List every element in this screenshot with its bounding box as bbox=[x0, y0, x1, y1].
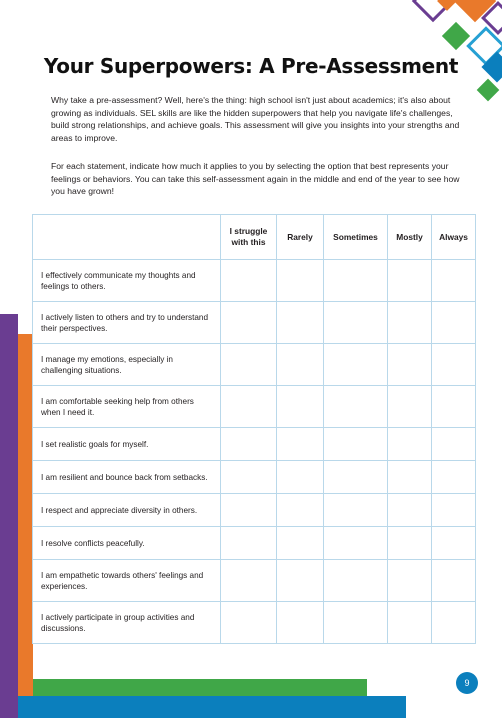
rating-cell-sometimes[interactable] bbox=[324, 527, 388, 560]
rating-cell-sometimes[interactable] bbox=[324, 386, 388, 428]
statement-text: I am comfortable seeking help from others when I need it. bbox=[33, 386, 221, 428]
rating-cell-mostly[interactable] bbox=[388, 302, 432, 344]
bottom-green-bar bbox=[33, 679, 367, 696]
statement-text: I am empathetic towards others' feelings and experiences. bbox=[33, 560, 221, 602]
rating-cell-rarely[interactable] bbox=[277, 386, 324, 428]
header-always: Always bbox=[432, 215, 476, 260]
statement-text: I actively listen to others and try to understand their perspectives. bbox=[33, 302, 221, 344]
rating-cell-rarely[interactable] bbox=[277, 560, 324, 602]
statement-text: I set realistic goals for myself. bbox=[33, 428, 221, 461]
header-struggle bbox=[221, 215, 277, 260]
statement-text: I resolve conflicts peacefully. bbox=[33, 527, 221, 560]
rating-cell-struggle[interactable] bbox=[221, 302, 277, 344]
header-sometimes: Sometimes bbox=[324, 215, 388, 260]
rating-cell-mostly[interactable] bbox=[388, 527, 432, 560]
rating-cell-always[interactable] bbox=[432, 386, 476, 428]
statement-text: I am resilient and bounce back from setbacks. bbox=[33, 461, 221, 494]
rating-cell-struggle[interactable] bbox=[221, 494, 277, 527]
table-header-row bbox=[33, 215, 476, 260]
rating-cell-sometimes[interactable] bbox=[324, 560, 388, 602]
rating-cell-mostly[interactable] bbox=[388, 494, 432, 527]
rating-cell-always[interactable] bbox=[432, 302, 476, 344]
rating-cell-always[interactable] bbox=[432, 461, 476, 494]
statement-text: I manage my emotions, especially in challenging situations. bbox=[33, 344, 221, 386]
rating-cell-always[interactable] bbox=[432, 260, 476, 302]
bottom-blue-bar bbox=[18, 696, 406, 718]
statement-text: I actively participate in group activities and discussions. bbox=[33, 602, 221, 644]
table-row bbox=[33, 386, 476, 428]
table-row bbox=[33, 260, 476, 302]
rating-cell-mostly[interactable] bbox=[388, 428, 432, 461]
table-row bbox=[33, 602, 476, 644]
left-purple-bar bbox=[0, 314, 18, 718]
rating-cell-always[interactable] bbox=[432, 344, 476, 386]
rating-cell-always[interactable] bbox=[432, 560, 476, 602]
table-row bbox=[33, 560, 476, 602]
rating-cell-sometimes[interactable] bbox=[324, 602, 388, 644]
rating-cell-sometimes[interactable] bbox=[324, 428, 388, 461]
rating-cell-always[interactable] bbox=[432, 428, 476, 461]
table-row bbox=[33, 461, 476, 494]
page-title: Your Superpowers: A Pre-Assessment bbox=[43, 54, 459, 78]
intro-paragraph: Why take a pre-assessment? Well, here's the thing: high school isn't just about academics; it's also about growing as individuals. SEL skills are like the hidden superpowers that help you navigate life's challenges, build strong relationships, and achieve goals. This assessment will give you insights into your strengths and areas to improve. bbox=[51, 95, 460, 143]
rating-cell-sometimes[interactable] bbox=[324, 494, 388, 527]
header-struggle-label: I struggle with this bbox=[229, 226, 268, 247]
rating-cell-struggle[interactable] bbox=[221, 560, 277, 602]
rating-cell-rarely[interactable] bbox=[277, 344, 324, 386]
rating-cell-rarely[interactable] bbox=[277, 527, 324, 560]
rating-cell-sometimes[interactable] bbox=[324, 260, 388, 302]
statement-text: I effectively communicate my thoughts and feelings to others. bbox=[33, 260, 221, 302]
rating-cell-rarely[interactable] bbox=[277, 428, 324, 461]
table-row bbox=[33, 428, 476, 461]
rating-cell-mostly[interactable] bbox=[388, 386, 432, 428]
rating-cell-mostly[interactable] bbox=[388, 344, 432, 386]
rating-cell-sometimes[interactable] bbox=[324, 302, 388, 344]
rating-cell-sometimes[interactable] bbox=[324, 461, 388, 494]
statement-text: I respect and appreciate diversity in others. bbox=[33, 494, 221, 527]
table-row bbox=[33, 494, 476, 527]
assessment-table bbox=[32, 214, 476, 644]
rating-cell-struggle[interactable] bbox=[221, 344, 277, 386]
left-orange-bar bbox=[18, 334, 33, 718]
rating-cell-mostly[interactable] bbox=[388, 260, 432, 302]
rating-cell-struggle[interactable] bbox=[221, 602, 277, 644]
header-statement bbox=[33, 215, 221, 260]
rating-cell-rarely[interactable] bbox=[277, 602, 324, 644]
rating-cell-always[interactable] bbox=[432, 602, 476, 644]
rating-cell-struggle[interactable] bbox=[221, 386, 277, 428]
rating-cell-struggle[interactable] bbox=[221, 461, 277, 494]
table-row bbox=[33, 344, 476, 386]
page-number-badge: 9 bbox=[456, 672, 478, 694]
rating-cell-rarely[interactable] bbox=[277, 302, 324, 344]
rating-cell-mostly[interactable] bbox=[388, 560, 432, 602]
rating-cell-rarely[interactable] bbox=[277, 461, 324, 494]
header-rarely: Rarely bbox=[277, 215, 324, 260]
header-mostly: Mostly bbox=[388, 215, 432, 260]
rating-cell-sometimes[interactable] bbox=[324, 344, 388, 386]
table-row bbox=[33, 302, 476, 344]
rating-cell-mostly[interactable] bbox=[388, 602, 432, 644]
instructions-paragraph: For each statement, indicate how much it applies to you by selecting the option that best represents your feelings or behaviors. You can take this self-assessment again in the middle and end of the year to see how you have grown! bbox=[51, 161, 460, 197]
rating-cell-always[interactable] bbox=[432, 494, 476, 527]
rating-cell-struggle[interactable] bbox=[221, 527, 277, 560]
rating-cell-always[interactable] bbox=[432, 527, 476, 560]
rating-cell-mostly[interactable] bbox=[388, 461, 432, 494]
rating-cell-struggle[interactable] bbox=[221, 260, 277, 302]
rating-cell-rarely[interactable] bbox=[277, 260, 324, 302]
table-row bbox=[33, 527, 476, 560]
rating-cell-struggle[interactable] bbox=[221, 428, 277, 461]
rating-cell-rarely[interactable] bbox=[277, 494, 324, 527]
